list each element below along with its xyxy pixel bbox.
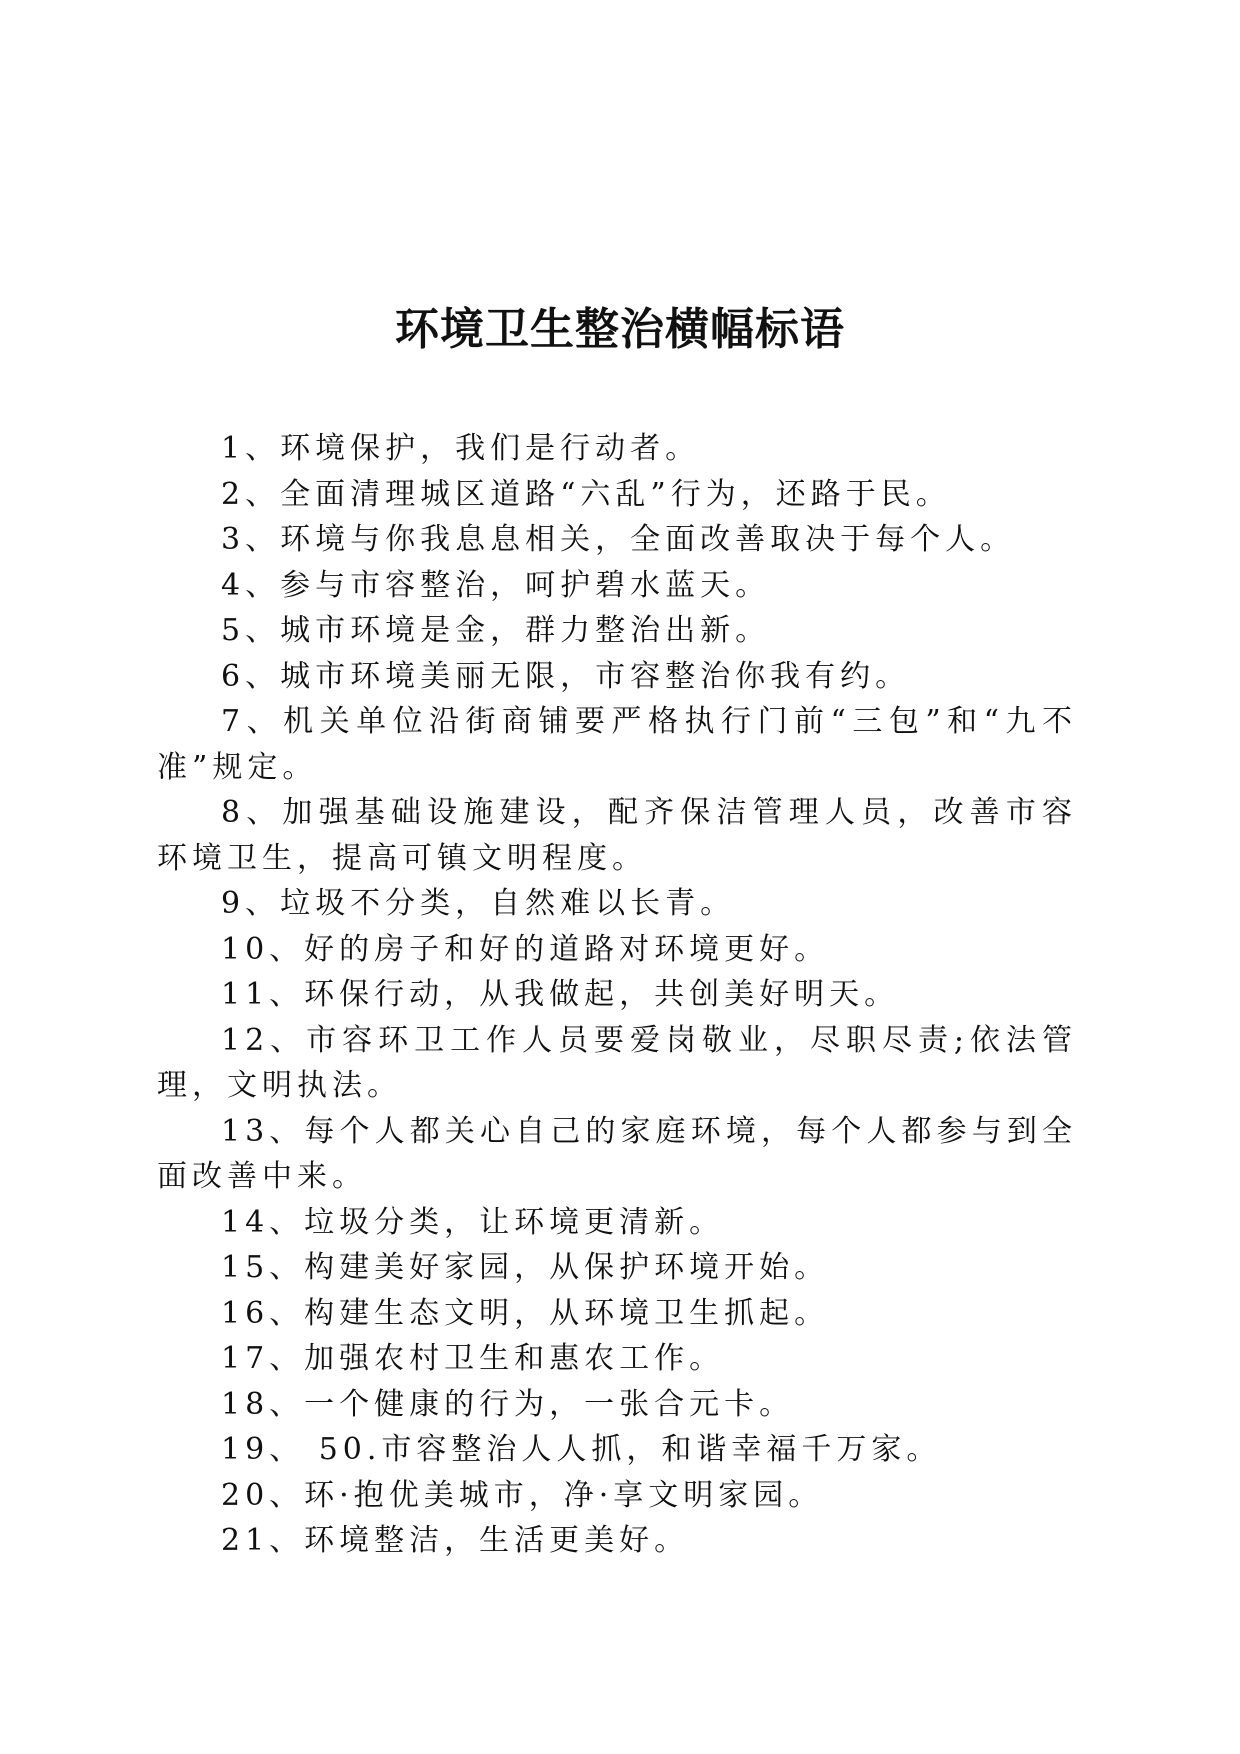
slogan-item: 2、全面清理城区道路“六乱”行为，还路于民。 xyxy=(221,476,951,512)
slogan-item: 12、市容环卫工作人员要爱岗敬业，尽职尽责;依法管理，文明执法。 xyxy=(157,1022,1077,1103)
slogan-item: 18、一个健康的行为，一张合元卡。 xyxy=(221,1386,795,1422)
slogan-item: 14、垃圾分类，让环境更清新。 xyxy=(221,1204,725,1240)
slogan-item: 10、好的房子和好的道路对环境更好。 xyxy=(221,931,830,967)
slogan-item: 16、构建生态文明，从环境卫生抓起。 xyxy=(221,1295,830,1331)
slogan-item: 8、加强基础设施建设，配齐保洁管理人员，改善市容环境卫生，提高可镇文明程度。 xyxy=(157,795,1077,876)
slogan-item: 13、每个人都关心自己的家庭环境，每个人都参与到全面改善中来。 xyxy=(157,1113,1077,1194)
slogan-item: 7、机关单位沿街商铺要严格执行门前“三包”和“九不准”规定。 xyxy=(157,704,1077,785)
slogan-item: 15、构建美好家园，从保护环境开始。 xyxy=(221,1250,830,1285)
slogan-item: 4、参与市容整治，呵护碧水蓝天。 xyxy=(221,567,771,603)
slogan-item: 19、 50.市容整治人人抓，和谐幸福千万家。 xyxy=(221,1432,942,1467)
slogan-list xyxy=(157,426,1077,1564)
slogan-item: 1、环境保护，我们是行动者。 xyxy=(221,431,701,466)
slogan-item: 6、城市环境美丽无限，市容整治你我有约。 xyxy=(221,658,911,694)
slogan-item: 21、环境整洁，生活更美好。 xyxy=(221,1523,690,1558)
slogan-item: 3、环境与你我息息相关，全面改善取决于每个人。 xyxy=(221,522,1016,557)
slogan-item: 11、环保行动，从我做起，共创美好明天。 xyxy=(221,977,900,1012)
slogan-item: 9、垃圾不分类，自然难以长青。 xyxy=(221,886,736,921)
slogan-item: 20、环·抱优美城市，净·享文明家园。 xyxy=(221,1477,824,1513)
slogan-item: 5、城市环境是金，群力整治出新。 xyxy=(221,613,771,648)
slogan-item: 17、加强农村卫生和惠农工作。 xyxy=(221,1341,725,1376)
document-title: 环境卫生整治横幅标语 xyxy=(395,304,845,355)
